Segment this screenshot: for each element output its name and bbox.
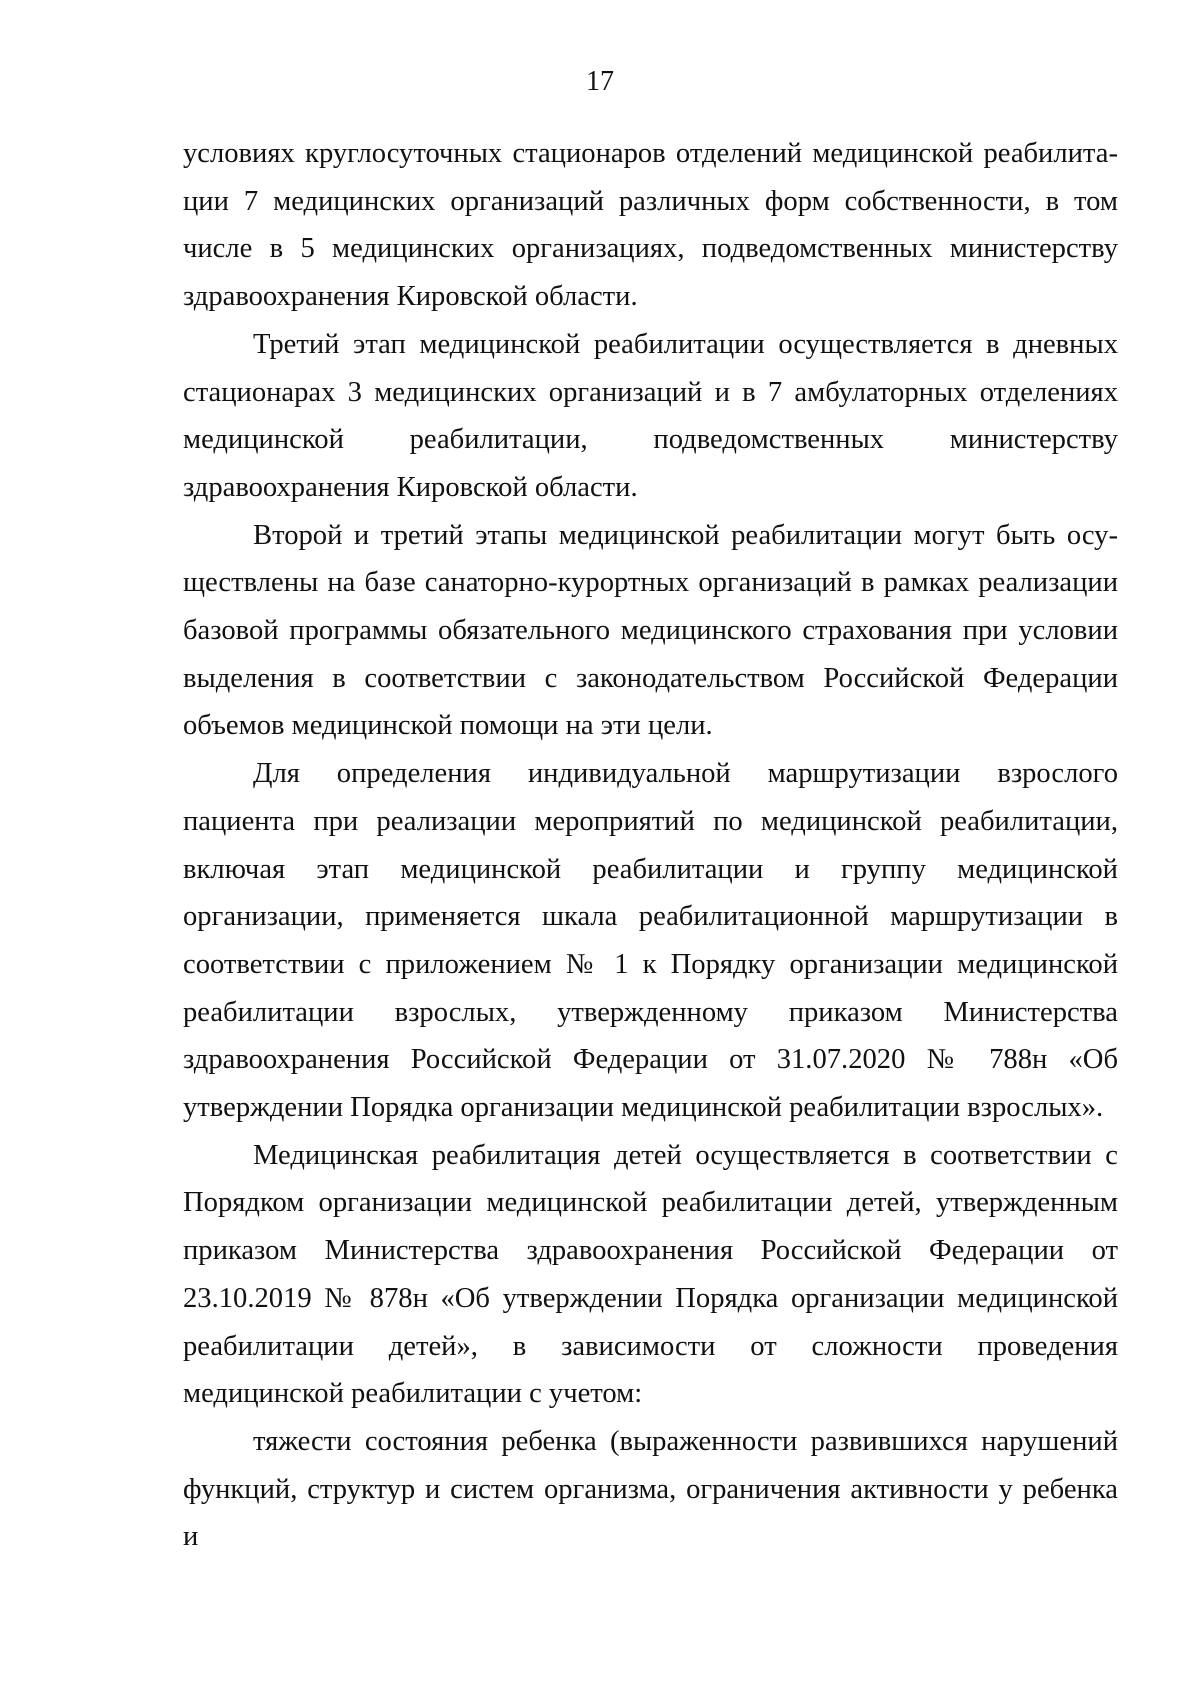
paragraph-2: Третий этап медицинской реабилитации осуществляется в дневных стационарах 3 медицинских организаций и в 7 амбулаторных отделениях медицинской реабилитации, подведомственных министерству здравоохранения Кировской области.: [183, 328, 1118, 503]
paragraph-1: условиях круглосуточных стационаров отделений медицинской реабилитации 7 медицинских организаций различных форм собственности, в том числе в 5 медицинских организациях, подведомственных министерству здравоохранения Кировской области.: [183, 138, 1118, 313]
paragraph-3: Второй и третий этапы медицинской реабилитации могут быть осуществлены на базе санаторно-курортных организаций в рамках реализации базовой программы обязательного медицинского страхования при условии выделения в соответствии с законодательством Российской Федерации объемов медицинской помощи на эти цели.: [183, 519, 1118, 742]
paragraph-6: тяжести состояния ребенка (выраженности развившихся нарушений функций, структур и систем организма, ограничения активности у ребенка и: [183, 1425, 1118, 1553]
paragraph-5: Медицинская реабилитация детей осуществляется в соответствии с Порядком организации медицинской реабилитации детей, утвержденным приказом Министерства здравоохранения Российской Федерации от 23.10.2019 № 878н «Об утверждении Порядка организации медицинской реабилитации детей», в зависимости от сложности проведения медицинской реабилитации с учетом:: [183, 1139, 1118, 1410]
page-number: 17: [586, 66, 614, 97]
paragraph-4: Для определения индивидуальной маршрутизации взрослого пациента при реализации мероприятий по медицинской реабилитации, включая этап медицинской реабилитации и группу медицинской организации, применяется шкала реабилитационной маршрутизации в соответствии с приложением № 1 к Порядку организации медицинской реабилитации взрослых, утвержденному приказом Министерства здравоохранения Российской Федерации от 31.07.2020 № 788н «Об утверждении Порядка организации медицинской реабилитации взрослых».: [183, 758, 1118, 1124]
document-body: [183, 130, 1118, 1561]
